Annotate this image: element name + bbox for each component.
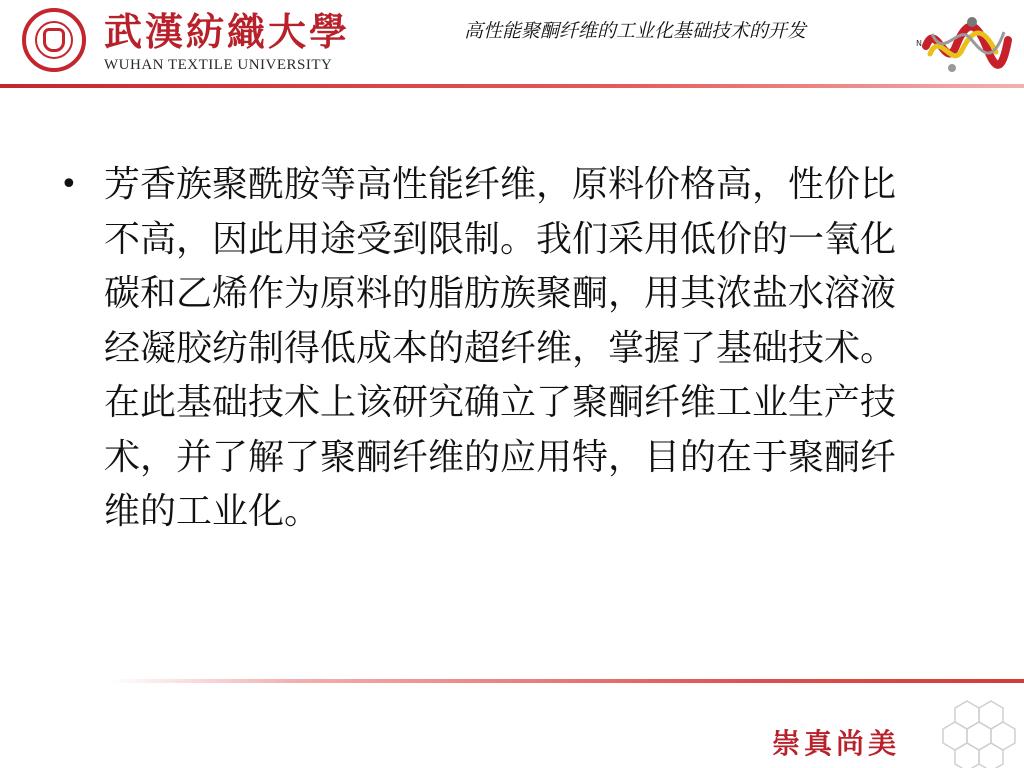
university-name-en: WUHAN TEXTILE UNIVERSITY — [104, 57, 333, 73]
university-seal-icon — [22, 8, 86, 72]
bullet-text: 芳香族聚酰胺等高性能纤维，原料价格高，性价比不高，因此用途受到限制。我们采用低价的一氧化碳和乙烯作为原料的脂肪族聚酮，用其浓盐水溶液经凝胶纺制得低成本的超纤维，掌握了基础技术。在此基础技术上该研究确立了聚酮纤维工业生产技术，并了解了聚酮纤维的应用特，目的在于聚酮纤维的工业化。 — [104, 164, 897, 532]
hexagon-pattern-icon — [925, 688, 1024, 768]
slide-header-title: 高性能聚酮纤维的工业化基础技术的开发 — [464, 20, 807, 42]
molecule-label: N — [916, 39, 922, 48]
slide-body — [60, 158, 950, 540]
molecule-icon — [912, 10, 1012, 80]
header-divider — [0, 84, 1024, 88]
footer-divider — [110, 679, 1024, 683]
slide-header — [0, 0, 1024, 88]
university-name-cn: 武漢紡織大學 — [104, 9, 351, 54]
bullet-item — [60, 158, 950, 540]
bullet-marker: • — [60, 167, 78, 202]
university-motto: 崇真尚美 — [772, 727, 901, 760]
